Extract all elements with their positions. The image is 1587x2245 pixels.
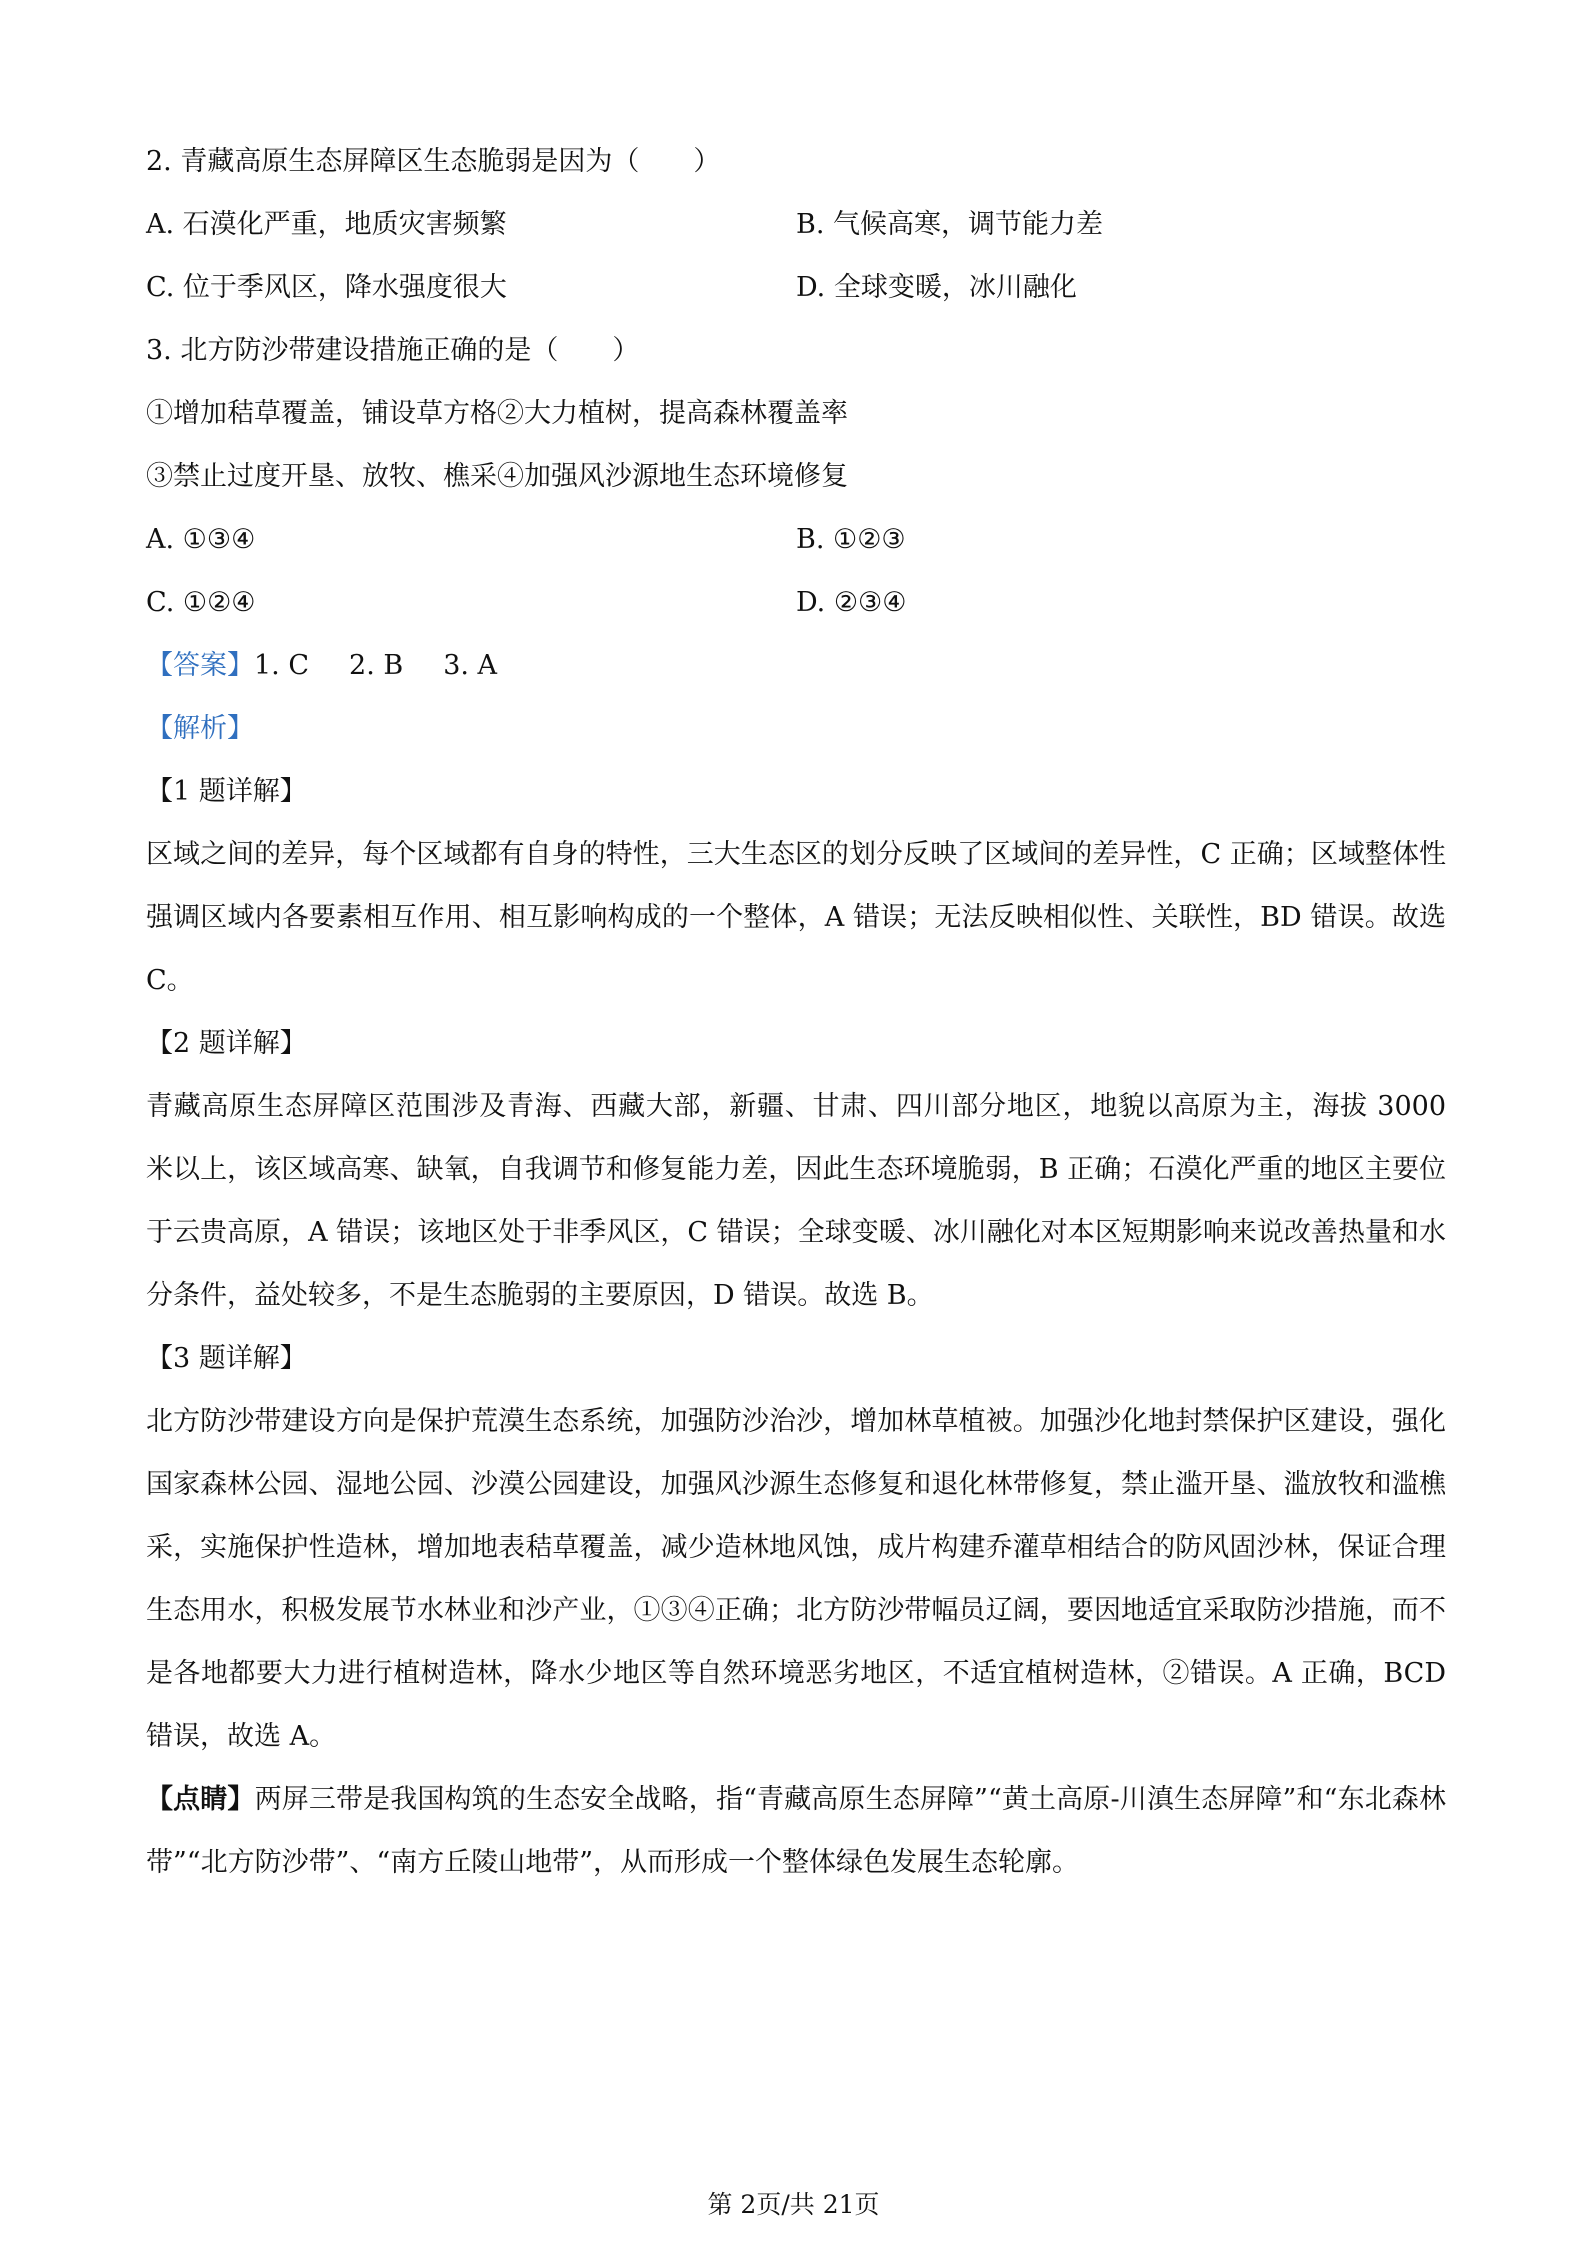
question-3-option-d: D. ②③④ (796, 587, 907, 618)
question-2-option-a: A. 石漠化严重，地质灾害频繁 (146, 209, 507, 240)
detail-1-title: 【1 题详解】 (146, 776, 307, 807)
question-2-options-row-1 (146, 193, 1446, 256)
answer-tag: 【答案】 (146, 650, 254, 681)
question-3-items-line-1: ①增加秸草覆盖，铺设草方格②大力植树，提高森林覆盖率 (146, 398, 848, 429)
detail-3-title: 【3 题详解】 (146, 1343, 307, 1374)
detail-2-title: 【2 题详解】 (146, 1028, 307, 1059)
detail-1-text: 区域之间的差异，每个区域都有自身的特性，三大生态区的划分反映了区域间的差异性，C 正确；区域整体性强调区域内各要素相互作用、相互影响构成的一个整体，A 错误；无法反映相似性、关联性，BD 错误。故选 C。 (146, 839, 1446, 996)
question-2-stem: 2. 青藏高原生态屏障区生态脆弱是因为（ ） (146, 146, 721, 177)
question-3-option-b: B. ①②③ (796, 524, 906, 555)
detail-3-text: 北方防沙带建设方向是保护荒漠生态系统，加强防沙治沙，增加林草植被。加强沙化地封禁保护区建设，强化国家森林公园、湿地公园、沙漠公园建设，加强风沙源生态修复和退化林带修复，禁止滥开垦、滥放牧和滥樵采，实施保护性造林，增加地表秸草覆盖，减少造林地风蚀，成片构建乔灌草相结合的防风固沙林，保证合理生态用水，积极发展节水林业和沙产业，①③④正确；北方防沙带幅员辽阔，要因地适宜采取防沙措施，而不是各地都要大力进行植树造林，降水少地区等自然环境恶劣地区，不适宜植树造林，②错误。A 正确，BCD 错误，故选 A。 (146, 1406, 1446, 1752)
page-footer: 第 2页/共 21页 (707, 2190, 880, 2219)
answer-line (146, 634, 1446, 697)
answer-2: 2. B (349, 650, 404, 681)
question-2-option-c: C. 位于季风区，降水强度很大 (146, 272, 507, 303)
question-3-options-row-2 (146, 571, 1446, 634)
question-2-option-d: D. 全球变暖，冰川融化 (796, 272, 1077, 303)
question-2-options-row-2 (146, 256, 1446, 319)
question-3-stem: 3. 北方防沙带建设措施正确的是（ ） (146, 335, 640, 366)
question-3-option-c: C. ①②④ (146, 587, 256, 618)
answer-3: 3. A (443, 650, 498, 681)
question-2-option-b: B. 气候高寒，调节能力差 (796, 209, 1104, 240)
question-3-option-a: A. ①③④ (146, 524, 256, 555)
note-paragraph (146, 1768, 1446, 1894)
question-3-items-line-2: ③禁止过度开垦、放牧、樵采④加强风沙源地生态环境修复 (146, 461, 848, 492)
analysis-tag: 【解析】 (146, 713, 254, 744)
question-3-options-row-1 (146, 508, 1446, 571)
note-text: 两屏三带是我国构筑的生态安全战略，指“青藏高原生态屏障”“黄土高原-川滇生态屏障”和“东北森林带”“北方防沙带”、“南方丘陵山地带”，从而形成一个整体绿色发展生态轮廓。 (146, 1784, 1446, 1878)
detail-2-text: 青藏高原生态屏障区范围涉及青海、西藏大部，新疆、甘肃、四川部分地区，地貌以高原为主，海拔 3000 米以上，该区域高寒、缺氧，自我调节和修复能力差，因此生态环境脆弱，B 正确；石漠化严重的地区主要位于云贵高原，A 错误；该地区处于非季风区，C 错误；全球变暖、冰川融化对本区短期影响来说改善热量和水分条件，益处较多，不是生态脆弱的主要原因，D 错误。故选 B。 (146, 1091, 1446, 1311)
document-page (146, 130, 1446, 1894)
note-tag: 【点睛】 (146, 1784, 255, 1815)
answer-1: 1. C (254, 650, 310, 681)
